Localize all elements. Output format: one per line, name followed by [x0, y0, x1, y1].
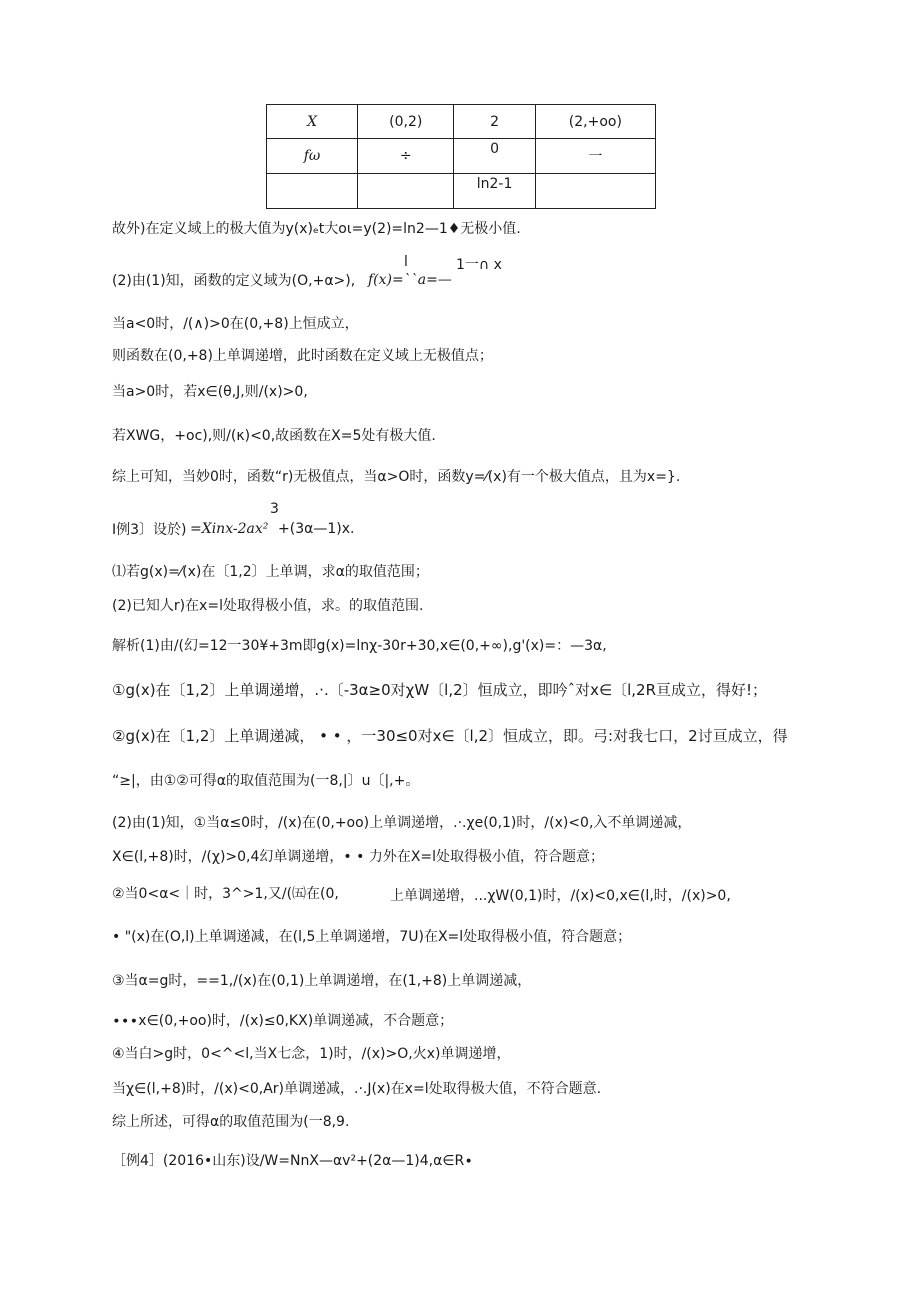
example-3-heading: I例3〕设於) — [112, 522, 187, 538]
variation-table — [266, 104, 656, 209]
text-line: ⑴若g(x)=⁄(x)在〔1,2〕上单调，求α的取值范围； — [112, 564, 429, 580]
example-4-heading: ［例4］(2016•山东)设/W=NnX—αv²+(2α—1)4,α∈R∙ — [112, 1153, 474, 1169]
text-fragment: 上单调递增，...χW(0,1)时，/(x)<0,x∈(l,时，/(x)>0, — [390, 888, 731, 904]
fraction-numerator: l — [404, 254, 408, 270]
table-cell — [358, 174, 454, 209]
text-line: 若XWG，+oc),则/(κ)<0,故函数在X=5处有极大值. — [112, 428, 436, 444]
example-3-formula-tail: +(3α—1)x. — [278, 521, 355, 537]
text-line: 综上可知，当妙0时，函数“r)无极值点，当α>O时，函数y=⁄(x)有一个极大值点，且为x=}. — [112, 469, 681, 485]
text-line: X∈(l,+8)时，/(χ)>0,4幻单调递增，• • 力外在X=l处取得极小值，符合题意； — [112, 849, 605, 865]
superscript: 3 — [270, 501, 279, 517]
table-row — [267, 105, 656, 139]
text-line: 当a<0时，/(∧)>0在(0,+8)上恒成立， — [112, 316, 359, 332]
table-row — [267, 174, 656, 209]
text-line: 故外)在定义域上的极大值为y(x)ₑt大oι=y(2)=ln2—1♦无极小值. — [112, 221, 521, 237]
text-line: 当χ∈(l,+8)时，/(x)<0,Ar)单调递减，.·.J(x)在x=l处取得极大值，不符合题意. — [112, 1081, 602, 1097]
text-line: 综上所述，可得α的取值范围为(一8,9. — [112, 1114, 350, 1130]
table-row — [267, 139, 656, 174]
derivative-expression: f(x)=ˋˋa=— — [368, 272, 452, 288]
table-cell: fω — [267, 139, 358, 174]
fraction-numerator: 1一∩ x — [456, 257, 502, 273]
table-cell: 一 — [535, 139, 655, 174]
text-line: ∙∙∙x∈(0,+oo)时，/(x)≤0,KX)单调递减，不合题意； — [112, 1013, 454, 1029]
table-cell: (0,2) — [358, 105, 454, 139]
table-cell: 0 — [454, 139, 535, 174]
text-line: 当a>0时，若x∈(θ,J,则/(x)>0, — [112, 384, 308, 400]
text-line: ③当α=g时，==1,/(x)在(0,1)上单调递增，在(1,+8)上单调递减， — [112, 973, 532, 989]
text-line: ①g(x)在〔1,2〕上单调递增，.·.〔-3α≥0对χW〔l,2〕恒成立，即吟ˆ对x∈〔l,2R亘成立，得好!； — [112, 681, 768, 699]
text-line: (2)由(1)知，①当α≤0时，/(x)在(0,+oo)上单调递增，.·.χe(0,1)时，/(x)<0,入不单调递减， — [112, 815, 692, 831]
text-line: 解析(1)由/(幻=12一30¥+3m即g(x)=lnχ-30r+30,x∈(0,+∞),g'(x)=：—3α, — [112, 638, 607, 654]
table-cell — [535, 174, 655, 209]
text-line: • "(x)在(O,l)上单调递减，在(l,5上单调递增，7U)在X=l处取得极小值，符合题意； — [112, 929, 632, 945]
text-line: ④当白>g时，0<^<l,当X七念，1)时，/(x)>O,火x)单调递增， — [112, 1046, 511, 1062]
table-cell: X — [267, 105, 358, 139]
text-line: ②当0<α<｜时，3^>1,又/(㈤在(0, — [112, 886, 339, 902]
text-line: (2)由(1)知，函数的定义域为(O,+α>), — [112, 273, 356, 289]
table-cell: 2 — [454, 105, 535, 139]
text-line: 则函数在(0,+8)上单调递增，此时函数在定义域上无极值点； — [112, 348, 493, 364]
table-cell — [267, 174, 358, 209]
text-line: (2)已知人r)在x=l处取得极小值，求。的取值范围. — [112, 598, 424, 614]
example-3-formula: =Xinx-2ax² — [190, 521, 269, 537]
text-line: ②g(x)在〔1,2〕上单调递减， • • ，一30≤0对x∈〔l,2〕恒成立，即。弓:对我七口，2讨亘成立，得 — [112, 727, 788, 745]
text-line: “≥|，由①②可得α的取值范围为(一8,|〕u〔|,+。 — [112, 773, 420, 789]
table-cell: ln2-1 — [454, 174, 535, 209]
table-cell: ÷ — [358, 139, 454, 174]
table-cell: (2,+oo) — [535, 105, 655, 139]
